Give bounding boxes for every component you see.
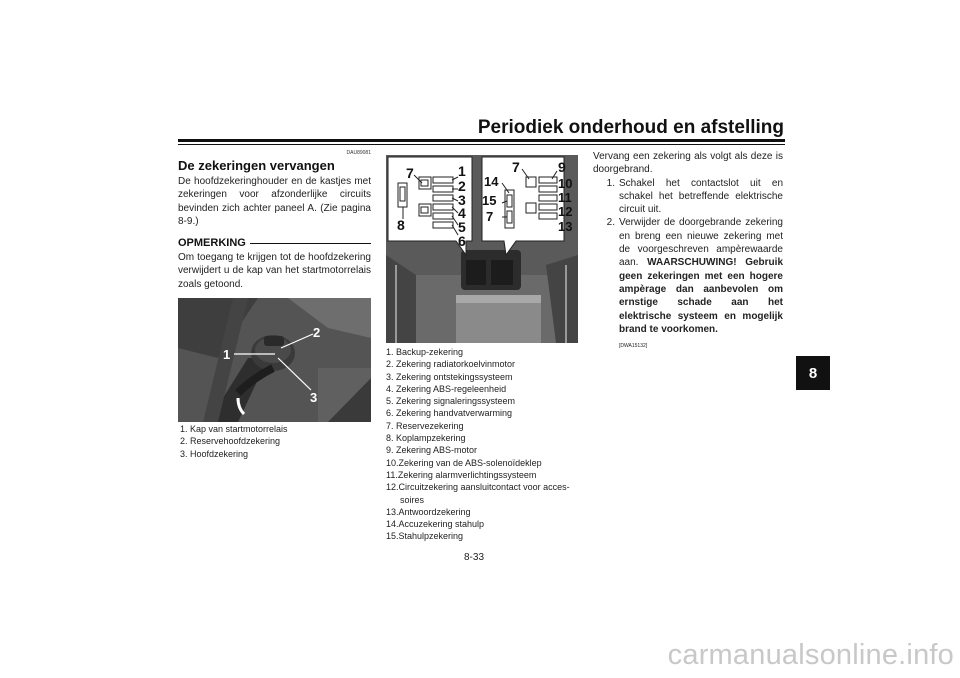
header-rule-thin <box>178 144 785 145</box>
caption-item: 1. Kap van startmotorrelais <box>180 424 288 434</box>
fuse-label-12: 12 <box>558 204 573 219</box>
caption-item: 6. Zekering handvatverwarming <box>386 408 513 419</box>
fuse-label-2: 2 <box>458 178 466 194</box>
fuse-label-4: 4 <box>458 205 466 221</box>
step-text <box>619 216 783 336</box>
note-header <box>178 237 371 249</box>
note-body: Om toegang te krijgen tot de hoofdzekering verwijdert u de kap van het startmotorrelais zoals getoond. <box>178 252 371 290</box>
caption-item: 11.Zekering alarmverlichtingssysteem <box>386 469 537 480</box>
warning-text: WAARSCHUWING! Gebruik geen zekeringen met een hogere ampèrage dan aanbevolen om ernstige schade aan het elektrische systeem en mogelijk brand te voorkomen. <box>619 257 783 335</box>
caption-item: 7. Reservezekering <box>386 420 464 431</box>
section-code: DAU89081 <box>346 150 371 156</box>
fuse-label-5: 5 <box>458 219 466 235</box>
caption-item: 13.Antwoordzekering <box>386 506 471 517</box>
caption-item: 15.Stahulpzekering <box>386 531 464 542</box>
page-header-title: Periodiek onderhoud en afstelling <box>477 117 784 138</box>
watermark: carmanualsonline.info <box>667 639 954 671</box>
fuse-label-7c: 7 <box>486 209 494 224</box>
warning-code: [DWA15132] <box>619 343 648 350</box>
note-title: OPMERKING <box>178 237 246 250</box>
fuse-label-7: 7 <box>406 165 414 181</box>
fuse-label-3: 3 <box>458 192 466 208</box>
fuse-label-6: 6 <box>458 233 466 249</box>
caption-item: 3. Hoofdzekering <box>180 448 249 459</box>
fuse-label-13: 13 <box>558 219 573 234</box>
figure1-caption-list <box>180 423 288 460</box>
caption-item: 14.Accuzekering stahulp <box>386 519 485 530</box>
starter-relay-illustration <box>178 298 371 422</box>
step-number: 2. <box>606 217 615 229</box>
fuse-label-8: 8 <box>397 217 405 233</box>
callout-2: 2 <box>313 325 321 340</box>
page-number: 8-33 <box>464 552 485 563</box>
step-text: Schakel het contactslot uit en schakel het betreffende elektrische circuit uit. <box>619 177 783 216</box>
fuse-label-7b: 7 <box>512 159 520 175</box>
fuse-label-14: 14 <box>484 174 499 189</box>
caption-item: 1. Backup-zekering <box>386 347 464 357</box>
starter-relay-photo <box>178 298 371 422</box>
section-title: De zekeringen vervangen <box>178 158 335 173</box>
caption-item: 12.Circuitzekering aansluitcontact voor acces- <box>386 482 570 493</box>
note-rule <box>250 243 371 244</box>
figure2-caption-list <box>386 346 570 543</box>
step-number: 1. <box>606 177 615 189</box>
caption-item: 2. Zekering radiatorkoelvinmotor <box>386 359 516 370</box>
procedure-step <box>593 216 783 336</box>
fuse-label-1: 1 <box>458 163 466 179</box>
section-body: De hoofdzekeringhouder en de kastjes met zekeringen voor afzonderlijke circuits bevinden zich achter paneel A. (Zie pagina 8-9.) <box>178 176 371 227</box>
step-instruction: Verwijder de doorgebrande zekering en breng een nieuwe zekering met de voorgeschreven ampèrewaarde aan. <box>619 217 783 269</box>
caption-item: 5. Zekering signaleringssysteem <box>386 396 516 407</box>
caption-item: 3. Zekering ontstekingssysteem <box>386 371 513 382</box>
caption-item: 2. Reservehoofdzekering <box>180 436 281 447</box>
fuse-label-11: 11 <box>558 190 572 205</box>
chapter-tab: 8 <box>796 356 830 390</box>
fuse-label-10: 10 <box>558 176 573 191</box>
fuse-label-15: 15 <box>482 193 497 208</box>
procedure-intro: Vervang een zekering als volgt als deze is doorgebrand. <box>593 151 783 176</box>
fuse-box-photo <box>386 155 578 343</box>
caption-item: 8. Koplampzekering <box>386 433 466 444</box>
procedure-steps <box>593 177 783 337</box>
procedure-step <box>593 177 783 217</box>
caption-item: 10.Zekering van de ABS-solenoïdeklep <box>386 457 542 468</box>
fuse-label-9: 9 <box>558 159 566 175</box>
fuse-box-illustration <box>386 155 578 343</box>
right-column <box>593 150 783 353</box>
callout-1: 1 <box>223 347 231 362</box>
callout-3: 3 <box>310 390 318 405</box>
left-column <box>178 150 371 301</box>
caption-item: soires <box>400 494 425 505</box>
caption-item: 9. Zekering ABS-motor <box>386 445 478 456</box>
header-rule <box>178 139 785 142</box>
caption-item: 4. Zekering ABS-regeleenheid <box>386 383 507 394</box>
